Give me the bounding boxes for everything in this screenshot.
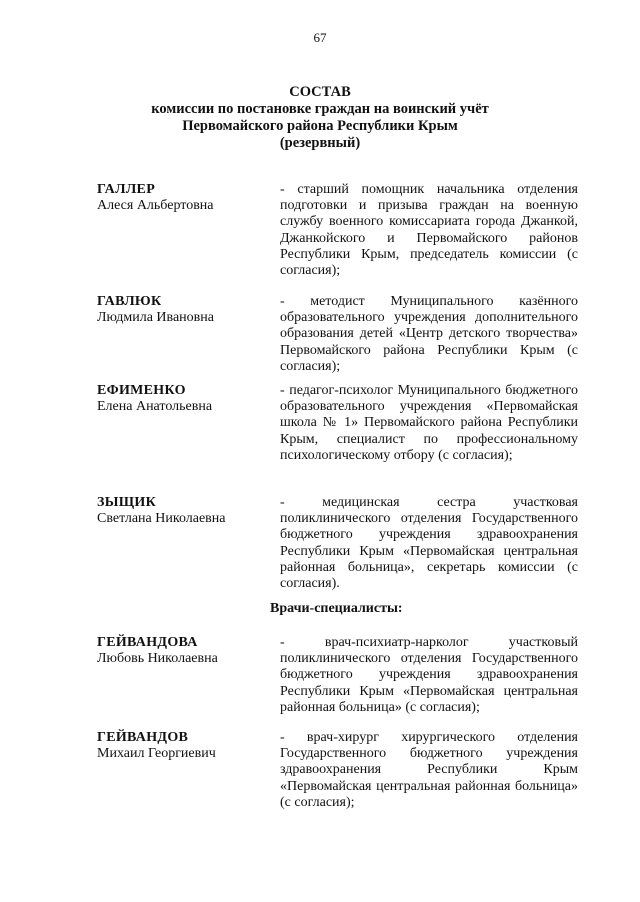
specialist-given-names: Любовь Николаевна	[97, 651, 218, 666]
specialist-surname: ГЕЙВАНДОВА	[97, 635, 198, 650]
specialist-role: - врач-хирург хирургического отделения Государственного бюджетного учреждения здравоохранения Республики Крым «Первомайская центральная районная больница» (с согласия);	[280, 730, 578, 810]
member-surname: ГАЛЛЕР	[97, 182, 156, 197]
member-given-names: Светлана Николаевна	[97, 511, 226, 526]
member-role: - методист Муниципального казённого образовательного учреждения дополнительного образования детей «Центр детского творчества» Первомайского района Республики Крым (с согласия);	[280, 294, 578, 374]
member-role: - старший помощник начальника отделения подготовки и призыва граждан на военную службу военного комиссариата города Джанкой, Джанкойского и Первомайского районов Республики Крым, председатель комиссии (с согласия);	[280, 182, 578, 279]
document-title	[0, 84, 640, 152]
member-surname: ЕФИМЕНКО	[97, 383, 186, 398]
title-line-1: СОСТАВ	[289, 84, 351, 100]
member-surname: ЗЫЩИК	[97, 495, 157, 510]
title-line-4: (резервный)	[279, 135, 361, 151]
member-given-names: Людмила Ивановна	[97, 310, 214, 325]
title-line-2: комиссии по постановке граждан на воинский учёт	[151, 101, 489, 117]
page-number: 67	[313, 30, 327, 45]
member-given-names: Елена Анатольевна	[97, 399, 213, 414]
title-line-3: Первомайского района Республики Крым	[182, 118, 458, 134]
member-surname: ГАВЛЮК	[97, 294, 162, 309]
specialist-given-names: Михаил Георгиевич	[97, 746, 216, 761]
section-heading: Врачи-специалисты:	[270, 601, 403, 616]
member-given-names: Алеся Альбертовна	[97, 198, 214, 213]
specialist-surname: ГЕЙВАНДОВ	[97, 730, 189, 745]
member-role: - педагог-психолог Муниципального бюджетного образовательного учреждения «Первомайская школа № 1» Первомайского района Республики Крым, специалист по профессиональному психологическому отбору (с согласия);	[280, 383, 578, 463]
specialist-role: - врач-психиатр-нарколог участковый поликлинического отделения Государственного бюджетного учреждения здравоохранения Республики Крым «Первомайская центральная районная больница» (с согласия);	[280, 635, 578, 715]
member-role: - медицинская сестра участковая поликлинического отделения Государственного бюджетного учреждения здравоохранения Республики Крым «Первомайская центральная районная больница», секретарь комиссии (с согласия).	[280, 495, 578, 592]
